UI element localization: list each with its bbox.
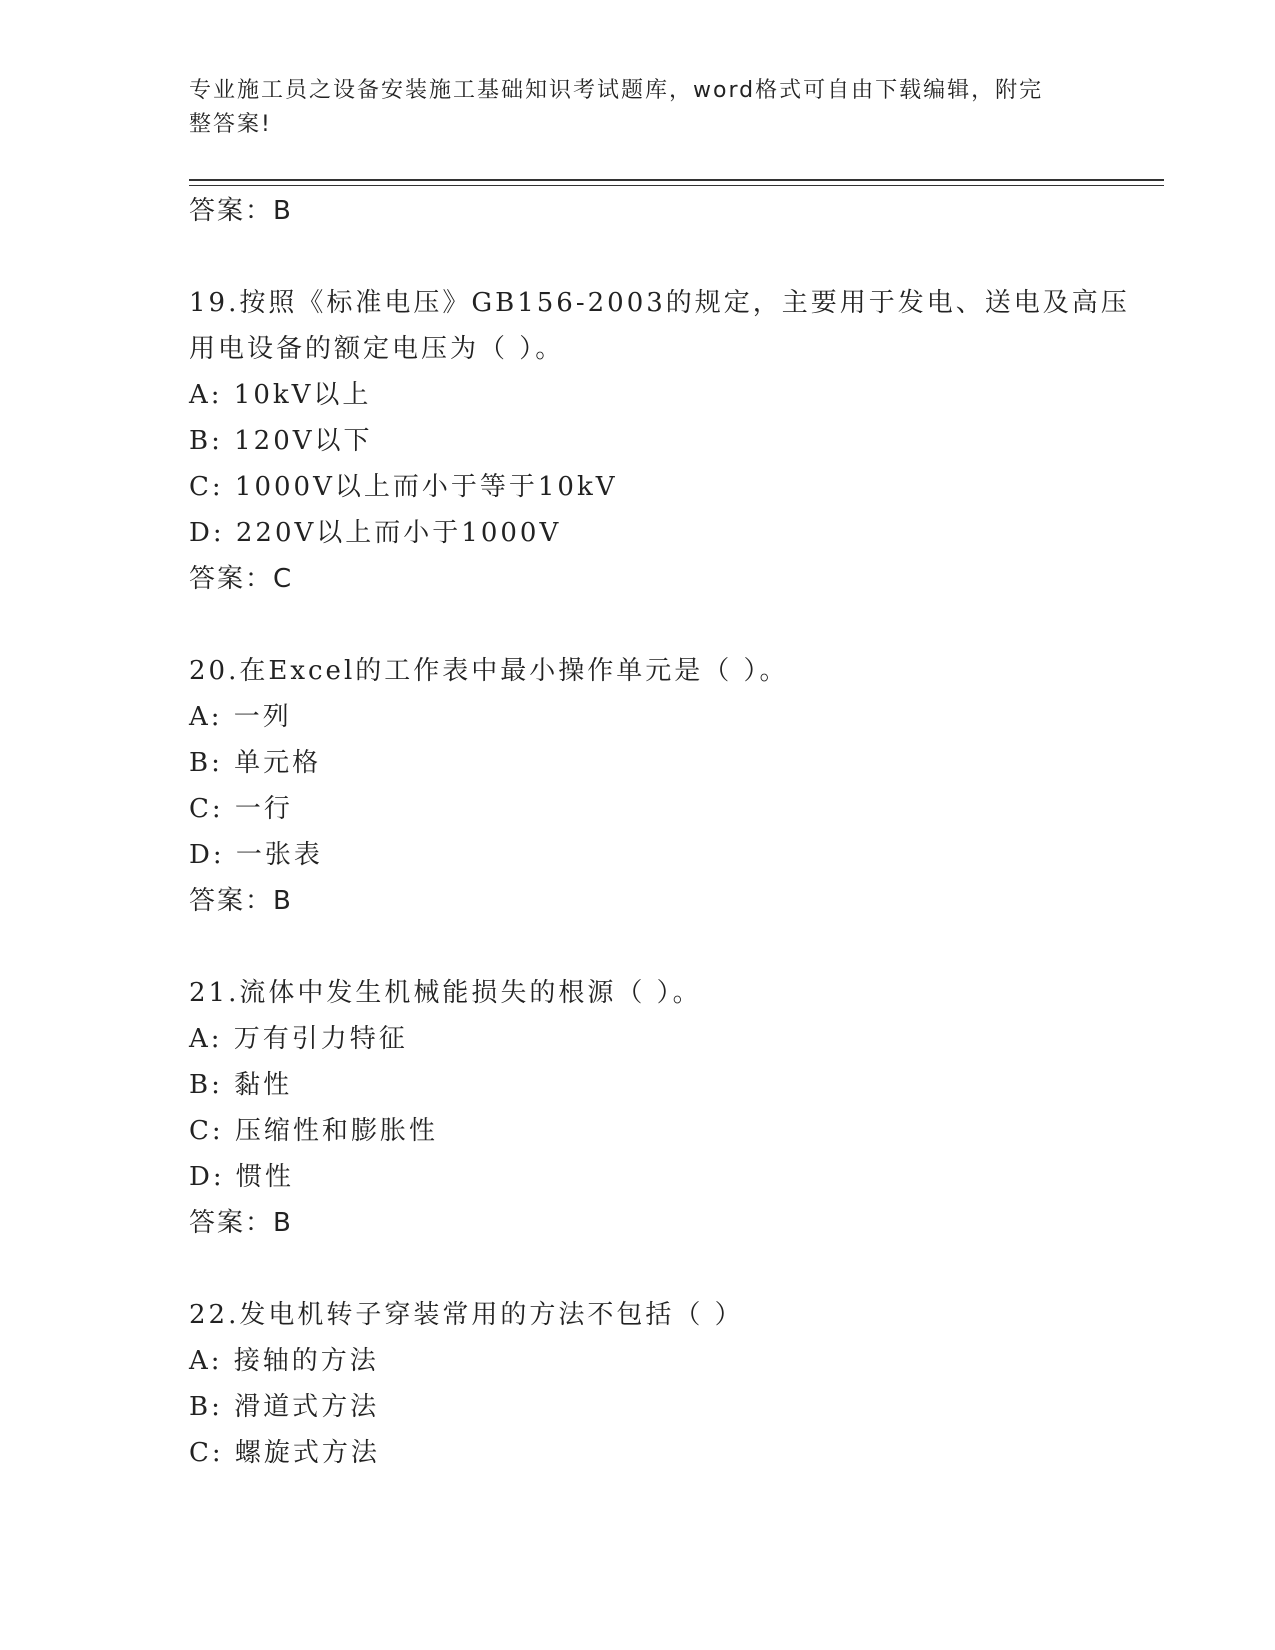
- answer-line: 答案：B: [189, 1208, 293, 1238]
- option-a: A: 10kV以上: [189, 380, 372, 410]
- answer-line: 答案：C: [189, 564, 294, 594]
- question-19: [189, 280, 1130, 602]
- question-stem-continued: 用电设备的额定电压为（ ）。: [189, 334, 565, 364]
- answer-line: 答案：B: [189, 886, 293, 916]
- question-20: [189, 648, 1089, 924]
- question-list: [189, 188, 1130, 1476]
- document-header: [189, 74, 1089, 142]
- question-stem: 20.在Excel的工作表中最小操作单元是（ ）。: [189, 656, 789, 686]
- option-c: C: 一行: [189, 794, 293, 824]
- option-b: B: 滑道式方法: [189, 1392, 380, 1422]
- question-stem: 21.流体中发生机械能损失的根源（ ）。: [189, 978, 702, 1008]
- option-c: C: 压缩性和膨胀性: [189, 1116, 438, 1146]
- header-line-2: 整答案!: [189, 112, 272, 137]
- question-22: [189, 1292, 1089, 1476]
- option-a: A: 万有引力特征: [189, 1024, 408, 1054]
- option-b: B: 单元格: [189, 748, 322, 778]
- option-c: C: 1000V以上而小于等于10kV: [189, 472, 618, 502]
- option-d: D: 220V以上而小于1000V: [189, 518, 562, 548]
- answer-line: 答案：B: [189, 196, 293, 226]
- option-a: A: 一列: [189, 702, 292, 732]
- header-line-1: 专业施工员之设备安装施工基础知识考试题库，word格式可自由下载编辑，附完: [189, 78, 1044, 103]
- option-b: B: 120V以下: [189, 426, 373, 456]
- header-divider-thick: [189, 179, 1164, 181]
- option-d: D: 一张表: [189, 840, 323, 870]
- header-divider-thin: [189, 185, 1164, 186]
- question-21: [189, 970, 1089, 1246]
- option-c: C: 螺旋式方法: [189, 1438, 380, 1468]
- question-stem: 19.按照《标准电压》GB156-2003的规定，主要用于发电、送电及高压: [189, 288, 1130, 318]
- option-d: D: 惯性: [189, 1162, 294, 1192]
- question-stem: 22.发电机转子穿装常用的方法不包括（ ）: [189, 1300, 744, 1330]
- option-a: A: 接轴的方法: [189, 1346, 379, 1376]
- option-b: B: 黏性: [189, 1070, 293, 1100]
